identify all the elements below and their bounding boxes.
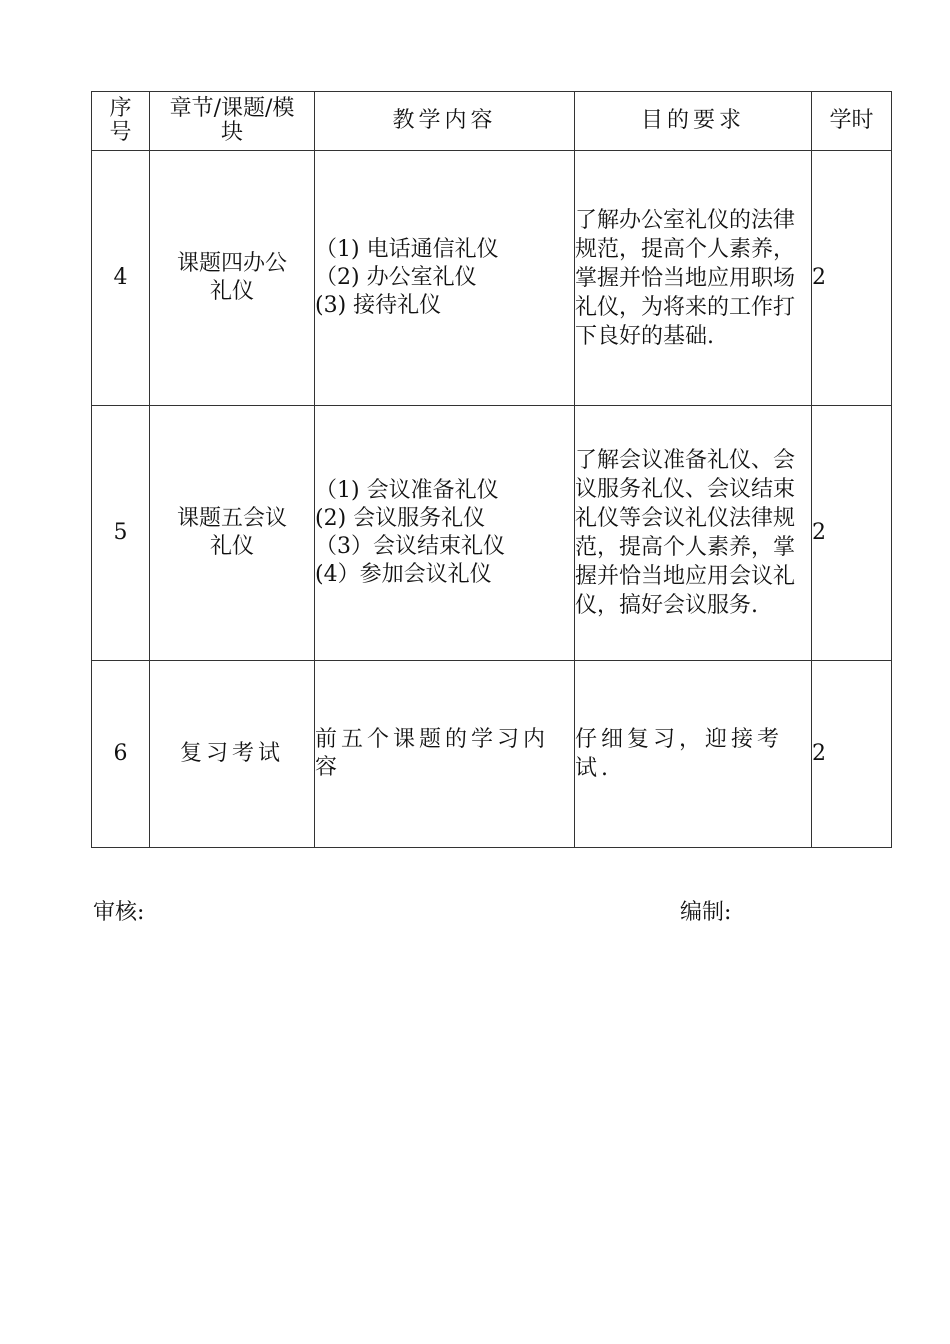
header-content: [315, 92, 575, 151]
row-title: [150, 661, 315, 848]
header-chapter-label: 章节/课题/模块: [169, 96, 295, 145]
header-index: [92, 92, 150, 151]
header-content-label: 教学内容: [392, 108, 497, 133]
row-hours: 2: [812, 661, 892, 848]
purpose-text: 了解办公室礼仪的法律规范，提高个人素养，掌握并恰当地应用职场礼仪，为将来的工作打下良好的基础.: [575, 207, 796, 349]
row-title-text: 课题四办公礼仪: [176, 251, 287, 304]
header-index-label: 序号: [109, 96, 132, 145]
purpose-text: 了解会议准备礼仪、会议服务礼仪、会议结束礼仪等会议礼仪法律规范，提高个人素养，掌握并恰当地应用会议礼仪，搞好会议服务.: [575, 448, 796, 618]
row-content: [315, 661, 575, 848]
header-hours-label: 学时: [829, 108, 874, 133]
header-chapter: [150, 92, 315, 151]
row-title-text: 复习考试: [179, 741, 284, 766]
teaching-plan-table: [91, 91, 892, 848]
content-item: (4）参加会议礼仪: [315, 562, 492, 587]
row-index: 4: [92, 151, 150, 406]
row-title: [150, 151, 315, 406]
row-index: 6: [92, 661, 150, 848]
table-row: [92, 151, 892, 406]
row-title: [150, 406, 315, 661]
row-purpose: [575, 406, 812, 661]
row-index: 5: [92, 406, 150, 661]
header-hours: [812, 92, 892, 151]
row-content: [315, 406, 575, 661]
row-hours: 2: [812, 406, 892, 661]
content-item: （2) 办公室礼仪: [315, 265, 477, 290]
content-item: (2) 会议服务礼仪: [315, 506, 486, 531]
content-item: （3）会议结束礼仪: [315, 534, 505, 559]
table-header-row: [92, 92, 892, 151]
row-content: [315, 151, 575, 406]
compile-label: 编制:: [680, 900, 732, 925]
row-title-text: 课题五会议礼仪: [176, 506, 287, 559]
content-item: (3) 接待礼仪: [315, 293, 442, 318]
content-item: （1) 会议准备礼仪: [315, 478, 499, 503]
content-item: （1) 电话通信礼仪: [315, 237, 499, 262]
header-purpose-label: 目的要求: [640, 108, 745, 133]
review-label: 审核:: [93, 900, 145, 925]
row-purpose: [575, 661, 812, 848]
header-purpose: [575, 92, 812, 151]
content-item: 前五个课题的学习内容: [315, 727, 550, 780]
row-hours: 2: [812, 151, 892, 406]
row-purpose: [575, 151, 812, 406]
purpose-text: 仔细复习，迎接考试.: [575, 727, 784, 781]
table-row: [92, 661, 892, 848]
table-row: [92, 406, 892, 661]
